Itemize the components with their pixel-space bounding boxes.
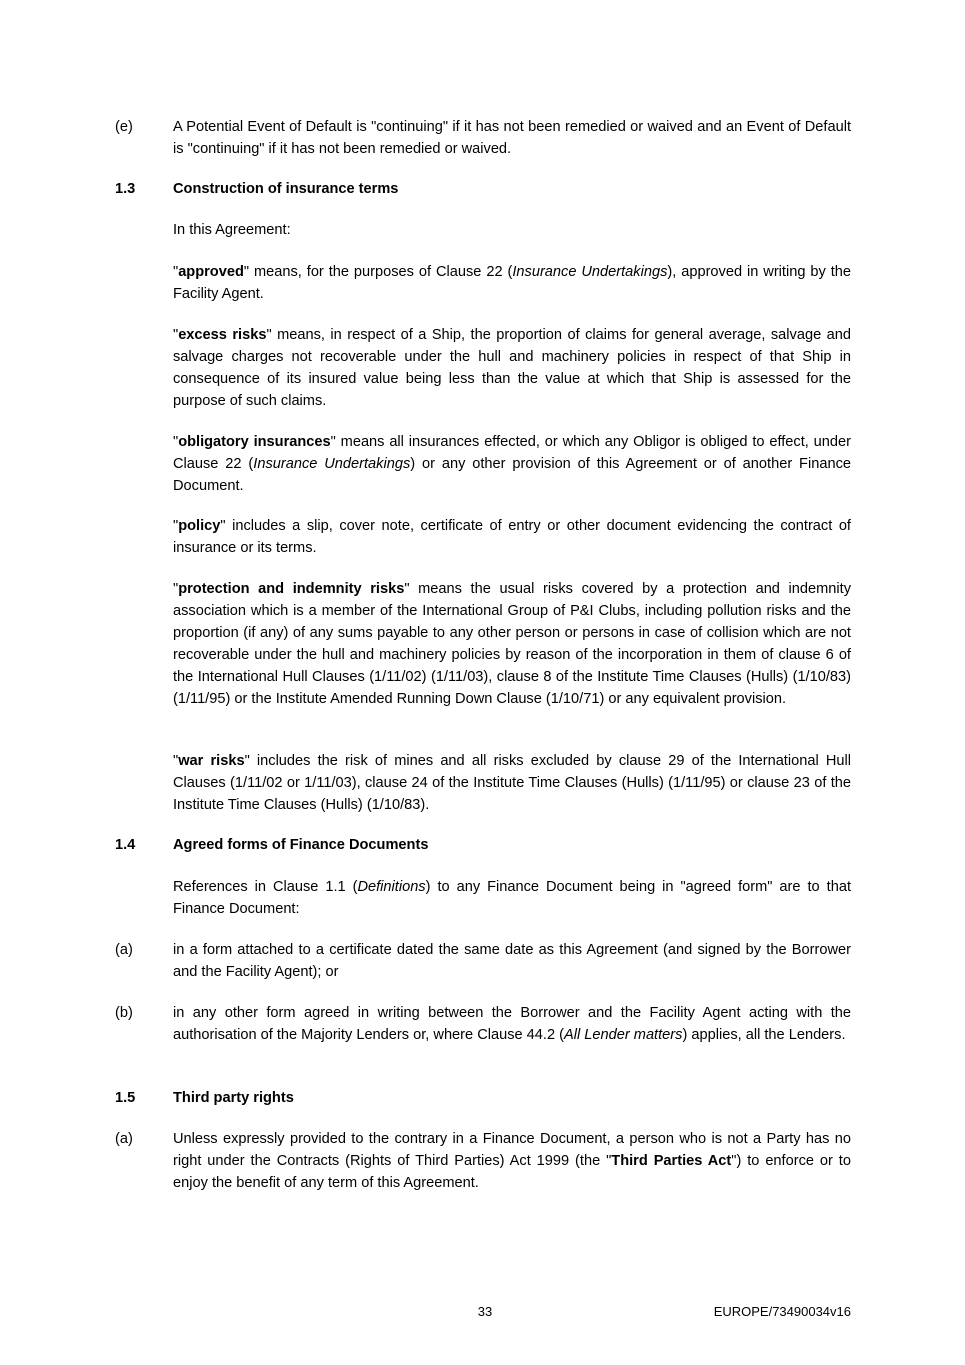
clause-number: (a): [115, 942, 133, 958]
definition-body: " means, in respect of a Ship, the proportion of claims for general average, salvage and salvage charges not recoverable under the hull and machinery policies in respect of that Ship in consequence of its insured value being less than the value at which that Ship is assessed for the purpose of such claims.: [173, 327, 851, 409]
definition-text: [173, 324, 851, 412]
section-title: Agreed forms of Finance Documents: [173, 837, 429, 853]
clause-reference: Insurance Undertakings: [253, 456, 411, 472]
clause-reference: Insurance Undertakings: [512, 264, 668, 280]
defined-term: excess risks: [178, 327, 267, 343]
definition-body: " includes the risk of mines and all risks excluded by clause 29 of the International Hull Clauses (1/11/02 or 1/11/03), clause 24 of the Institute Time Clauses (Hulls) (1/11/95) or clause 23 of the Institute Time Clauses (Hulls) (1/10/83).: [173, 753, 851, 813]
clause-number: (e): [115, 119, 133, 135]
clause-number: (a): [115, 1131, 133, 1147]
intro-body: References in Clause 1.1 (: [173, 879, 358, 895]
definition-body: " means all insurances effected, or which any Obligor is obliged to effect, under Clause 22 (: [173, 434, 851, 472]
defined-term: war risks: [178, 753, 245, 769]
quote: ": [173, 327, 179, 343]
definition-body: " includes a slip, cover note, certificate of entry or other document evidencing the contract of insurance or its terms.: [173, 518, 851, 556]
definition-body: " means, for the purposes of Clause 22 (: [243, 264, 513, 280]
definition-text: [173, 578, 851, 710]
clause-reference: All Lender matters: [564, 1027, 683, 1043]
quote: ": [173, 581, 179, 597]
quote: ": [173, 264, 179, 280]
document-reference: EUROPE/73490034v16: [713, 1304, 851, 1319]
quote: ": [173, 753, 179, 769]
clause-text: [173, 1002, 851, 1046]
page-number: 33: [477, 1304, 493, 1319]
definition-text: [173, 750, 851, 816]
definition-text: [173, 431, 851, 497]
intro-text: In this Agreement:: [173, 222, 291, 238]
clause-reference: Definitions: [357, 879, 426, 895]
quote: ": [173, 434, 179, 450]
defined-term: protection and indemnity risks: [178, 581, 405, 597]
definition-body: ) or any other provision of this Agreement or of another Finance Document.: [173, 456, 851, 494]
clause-text: A Potential Event of Default is "continuing" if it has not been remedied or waived and an Event of Default is "continuing" if it has not been remedied or waived.: [173, 119, 851, 157]
defined-term: policy: [178, 518, 221, 534]
clause-body: ) applies, all the Lenders.: [682, 1027, 846, 1043]
quote: ": [173, 518, 179, 534]
section-title: Construction of insurance terms: [173, 181, 399, 197]
section-number: 1.4: [115, 837, 136, 853]
intro-body: ) to any Finance Document being in "agreed form" are to that Finance Document:: [173, 879, 851, 917]
defined-term: approved: [178, 264, 244, 280]
defined-term: obligatory insurances: [178, 434, 331, 450]
intro-text: [173, 876, 851, 920]
clause-number: (b): [115, 1005, 133, 1021]
section-number: 1.5: [115, 1090, 136, 1106]
definition-body: " means the usual risks covered by a protection and indemnity association which is a member of the International Group of P&I Clubs, including pollution risks and the proportion (if any) of any sums payable to any other person or persons in case of collision which are not recoverable under the hull and machinery policies by reason of the incorporation in them of clause 6 of the International Hull Clauses (1/11/02) (1/11/03), clause 8 of the Institute Time Clauses (Hulls) (1/10/83) (1/11/95) or the Institute Amended Running Down Clause (1/10/71) or any equivalent provision.: [173, 581, 851, 707]
section-number: 1.3: [115, 181, 136, 197]
definition-body: ), approved in writing by the Facility Agent.: [173, 264, 851, 302]
definition-text: [173, 515, 851, 559]
clause-body: ") to enforce or to enjoy the benefit of any term of this Agreement.: [173, 1153, 851, 1191]
clause-text: in a form attached to a certificate dated the same date as this Agreement (and signed by the Borrower and the Facility Agent); or: [173, 942, 851, 980]
section-title: Third party rights: [173, 1090, 294, 1106]
clause-text: [173, 1128, 851, 1194]
definition-text: [173, 261, 851, 305]
clause-body: in any other form agreed in writing between the Borrower and the Facility Agent acting with the authorisation of the Majority Lenders or, where Clause 44.2 (: [173, 1005, 851, 1043]
defined-term: Third Parties Act: [611, 1153, 732, 1169]
clause-body: Unless expressly provided to the contrary in a Finance Document, a person who is not a Party has no right under the Contracts (Rights of Third Parties) Act 1999 (the ": [173, 1131, 851, 1169]
